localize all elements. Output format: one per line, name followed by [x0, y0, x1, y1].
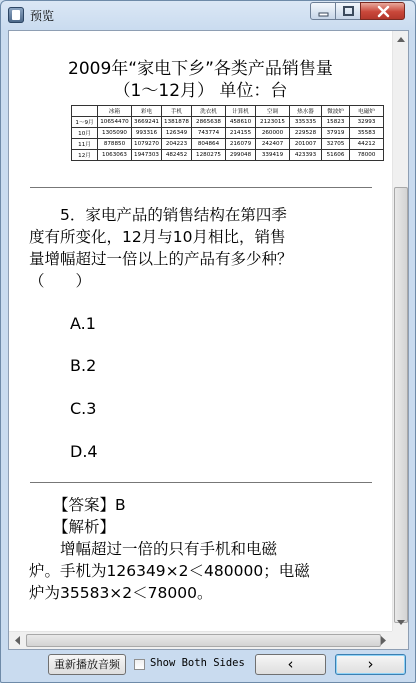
analysis-line: 增幅超过一倍的只有手机和电磁 [29, 540, 278, 558]
table-row [72, 150, 384, 161]
vertical-scrollbar[interactable] [392, 31, 409, 631]
preview-pane [8, 30, 409, 650]
table-cell: 51606 [322, 150, 350, 161]
previous-button[interactable] [255, 654, 326, 675]
table-cell: 11月 [72, 139, 98, 150]
option-d: D.4 [70, 442, 98, 461]
table-cell: 299048 [226, 150, 256, 161]
scroll-right-icon [375, 632, 392, 649]
option-a: A.1 [70, 314, 96, 333]
document-content [9, 31, 392, 631]
show-both-sides-checkbox[interactable] [134, 659, 145, 670]
close-button[interactable] [360, 2, 405, 20]
table-cell: 993316 [132, 128, 162, 139]
show-both-sides-label[interactable]: Show Both Sides [150, 657, 245, 669]
table-cell: 260000 [256, 128, 290, 139]
next-icon: › [367, 655, 374, 673]
scroll-left-icon [9, 632, 26, 649]
table-cell: 204223 [162, 139, 192, 150]
sales-table [71, 105, 384, 161]
table-cell: 10月 [72, 128, 98, 139]
table-cell: 804864 [192, 139, 226, 150]
table-row [72, 117, 384, 128]
table-header-cell [72, 106, 98, 117]
table-cell: 44212 [350, 139, 384, 150]
table-cell: 743774 [192, 128, 226, 139]
table-header-cell: 洗衣机 [192, 106, 226, 117]
divider [30, 187, 372, 188]
minimize-icon [311, 3, 337, 21]
vertical-scroll-thumb[interactable] [394, 187, 408, 623]
title-bar[interactable] [1, 1, 415, 29]
table-cell: 216079 [226, 139, 256, 150]
bottom-toolbar [1, 651, 415, 682]
table-cell: 1280275 [192, 150, 226, 161]
table-cell: 2123015 [256, 117, 290, 128]
table-cell: 229528 [290, 128, 322, 139]
scrollbar-corner [392, 631, 409, 649]
table-cell: 1～9月 [72, 117, 98, 128]
table-cell: 2865638 [192, 117, 226, 128]
table-cell: 35583 [350, 128, 384, 139]
table-row [72, 128, 384, 139]
table-cell: 242407 [256, 139, 290, 150]
scroll-left-button[interactable] [9, 632, 26, 649]
table-cell: 126349 [162, 128, 192, 139]
answer-label: 【答案】B [53, 496, 126, 514]
table-cell: 878850 [98, 139, 132, 150]
table-header-cell: 热水器 [290, 106, 322, 117]
table-cell: 214155 [226, 128, 256, 139]
maximize-icon [336, 3, 362, 21]
table-cell: 482452 [162, 150, 192, 161]
table-header-cell: 空调 [256, 106, 290, 117]
table-cell: 12月 [72, 150, 98, 161]
table-header-cell: 彩电 [132, 106, 162, 117]
table-cell: 78000 [350, 150, 384, 161]
scroll-right-button[interactable] [375, 632, 392, 649]
table-cell: 10654470 [98, 117, 132, 128]
answer-section [29, 494, 369, 604]
table-cell: 37919 [322, 128, 350, 139]
table-cell: 1079270 [132, 139, 162, 150]
scroll-up-button[interactable] [393, 31, 409, 48]
question-line: （ ） [29, 272, 92, 290]
question-line: 度有所变化，12月与10月相比，销售 [29, 228, 286, 246]
option-b: B.2 [70, 356, 97, 375]
table-cell: 1305090 [98, 128, 132, 139]
app-icon [8, 7, 24, 23]
table-cell: 1063063 [98, 150, 132, 161]
table-row [72, 139, 384, 150]
next-button[interactable] [335, 654, 406, 675]
table-cell: 423393 [290, 150, 322, 161]
replay-audio-button[interactable]: 重新播放音频 [48, 654, 126, 675]
table-title-line1: 2009年“家电下乡”各类产品销售量 [68, 59, 333, 79]
table-cell: 339419 [256, 150, 290, 161]
table-header-cell: 冰箱 [98, 106, 132, 117]
scroll-down-button[interactable] [393, 614, 409, 631]
minimize-button[interactable] [310, 2, 336, 20]
table-cell: 1947303 [132, 150, 162, 161]
divider [30, 482, 372, 483]
table-header-cell: 微波炉 [322, 106, 350, 117]
table-cell: 1381878 [162, 117, 192, 128]
analysis-line: 炉为35583×2＜78000。 [29, 584, 213, 602]
table-header-row [72, 106, 384, 117]
table-cell: 201007 [290, 139, 322, 150]
table-header-cell: 计算机 [226, 106, 256, 117]
table-title-line2: （1～12月） 单位：台 [113, 81, 288, 101]
table-cell: 458610 [226, 117, 256, 128]
horizontal-scroll-thumb[interactable] [26, 634, 381, 647]
table-cell: 15823 [322, 117, 350, 128]
analysis-label: 【解析】 [53, 518, 116, 536]
table-cell: 3669241 [132, 117, 162, 128]
question-text [29, 204, 369, 292]
close-icon [361, 3, 406, 21]
question-line: 5．家电产品的销售结构在第四季 [29, 206, 287, 224]
scroll-down-icon [393, 614, 409, 631]
table-cell: 335335 [290, 117, 322, 128]
table-cell: 32993 [350, 117, 384, 128]
window-title: 预览 [30, 9, 55, 23]
table-header-cell: 手机 [162, 106, 192, 117]
horizontal-scrollbar[interactable] [9, 631, 392, 649]
table-header-cell: 电磁炉 [350, 106, 384, 117]
option-c: C.3 [70, 399, 97, 418]
table-cell: 32705 [322, 139, 350, 150]
scroll-up-icon [393, 31, 409, 48]
previous-icon: ‹ [287, 655, 294, 673]
question-line: 量增幅超过一倍以上的产品有多少种？ [29, 250, 293, 268]
maximize-button[interactable] [335, 2, 361, 20]
analysis-line: 炉。手机为126349×2＜480000；电磁 [29, 562, 310, 580]
